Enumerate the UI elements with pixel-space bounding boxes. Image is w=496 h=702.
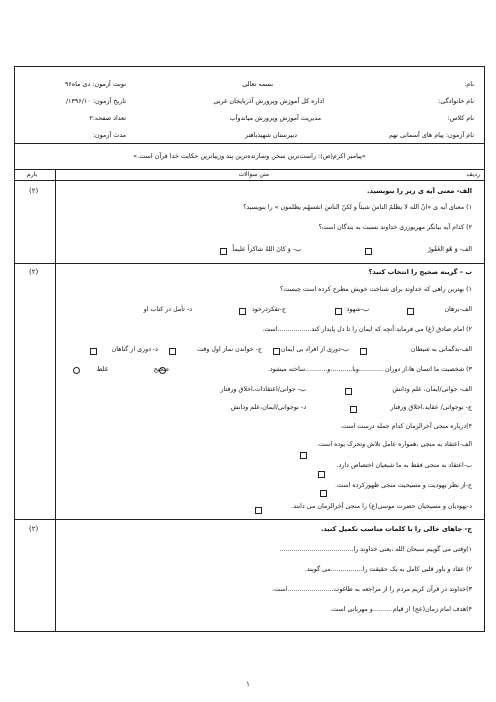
section-a-q2-option-b[interactable]: ب- وَ کانَ اللهُ شاکراً علیماً <box>232 246 301 253</box>
section-b-q2-option-c[interactable]: ج- خواندن نماز اول وقت <box>197 346 262 353</box>
section-c-q2: ۲) عقاد و باور قلبی کامل به یک حقیقت را................می گویند. <box>304 566 472 573</box>
checkbox[interactable] <box>90 348 97 355</box>
section-b-q1-option-c[interactable]: ج-تفکردرخود <box>251 306 286 313</box>
checkbox[interactable] <box>318 471 325 478</box>
checkbox[interactable] <box>335 308 342 315</box>
section-a-score: (۲) <box>29 187 39 195</box>
questions-column-label: متن سوالات <box>238 171 269 178</box>
score-column-label: بارم <box>27 171 38 178</box>
checkbox[interactable] <box>407 308 414 315</box>
section-b-q3-option-a[interactable]: الف- جوانی/ایمان، علم ودانش <box>392 386 472 393</box>
section-a-q2: ۲) کدام آیه بیانگر مهربورزی خداوند نسبت به بندگان است؟ <box>318 224 472 231</box>
exam-date: تاریخ آزمون: ۱۳۹۶/۱۰/ <box>65 97 126 105</box>
section-c-q3: ۳)خداوند در قرآن کریم مردم را از مراجعه به طاغوت.......................است. <box>272 586 472 593</box>
section-b-q3-option-d[interactable]: د- نوجوانی/ایمان،علم ودانش <box>230 404 306 411</box>
false-option-label: غلط <box>96 366 108 373</box>
section-b-q3-option-b[interactable]: ب- جوانی/اعتقادات،اخلاق ورفتار <box>220 386 306 393</box>
option-b-checkbox[interactable] <box>220 248 227 255</box>
section-c-title: ج- جاهای خالی را با کلمات مناسب تکمیل کنید. <box>320 525 472 533</box>
section-b-title: ب – گزینه صحیح را انتخاب کنید؟ <box>368 268 472 276</box>
true-option-label: صحیح <box>153 366 169 373</box>
checkbox[interactable] <box>345 388 352 395</box>
section-divider <box>15 263 484 264</box>
section-a-title: الف- معنی آیه ی زیر را بنویسید. <box>367 187 472 195</box>
section-b-q3: ۳) شخصیت ما انسان ها،از دوران ............وبا...........و...........ساخته میشود. <box>267 366 472 373</box>
bismillah: بسمه تعالی <box>242 80 273 88</box>
section-b-q4-option-d[interactable]: د-یهودیان و مسیحیان حضرت موسی(ع) را منجی آخرالزمان می دانند. <box>291 503 472 510</box>
row-column-label: ردیف <box>466 171 480 178</box>
motto-banner: «پیامبر اکرم(ص): راست‌ترین سخن وسازنده‌ترین پند وزیباترین حکایت خدا قرآن است.» <box>15 143 484 170</box>
option-a-checkbox[interactable] <box>365 248 372 255</box>
column-header <box>15 169 484 181</box>
section-a-q1: ۱) معنای آیه ی «انّ الله لا یظلمُ الناسَ شیئاً و لکنّ الناسَ انفسهُم یظلمون » را بنویسید؟ <box>243 204 472 211</box>
section-c-q1: ۱)وقتی می گوییم سبحان الله ،یعنی خداوند را..................................... <box>279 546 472 553</box>
section-b-q1-option-d[interactable]: د- تأمل در کتاب او <box>143 306 192 313</box>
school-name: دبیرستان شهیدباهنر <box>244 131 297 139</box>
section-b-score: (۲) <box>29 268 39 276</box>
section-b-q4: ۴)درباره منجی آخرالزمان کدام جمله درست است. <box>340 423 472 430</box>
exam-duration: مدت آزمون: <box>92 131 126 139</box>
section-b-q4-option-b[interactable]: ب-اعتقاد به منجی فقط به ما شیعیان اختصاص دارد. <box>336 462 472 469</box>
section-b-q1-option-a[interactable]: الف-برهان <box>444 306 472 313</box>
section-c-score: (۲) <box>29 525 39 533</box>
section-b-q4-option-c[interactable]: ج-از نظر یهودیت و مسیحیت منجی ظهورکرده است. <box>335 482 472 489</box>
exam-header <box>15 67 484 144</box>
checkbox[interactable] <box>350 406 357 413</box>
section-a-q2-option-a[interactable]: الف- وَ هُوَ الغَفُورُ <box>427 246 472 253</box>
false-radio[interactable] <box>73 367 80 374</box>
section-b-q4-option-a[interactable]: الف-اعتقاد به منجی ،همواره عامل تلاش وتحرک بوده است. <box>316 441 472 448</box>
true-radio[interactable] <box>159 367 166 374</box>
section-b-q1-option-b[interactable]: ب-شهود <box>346 306 369 313</box>
section-b-q2-option-a[interactable]: الف-بدگمانی به شیطان <box>410 346 472 353</box>
checkbox[interactable] <box>273 348 280 355</box>
section-divider <box>15 519 484 520</box>
exam-sheet <box>14 66 485 632</box>
section-b-q2-option-d[interactable]: د- دوری از گناهان <box>111 346 158 353</box>
checkbox[interactable] <box>320 490 327 497</box>
checkbox[interactable] <box>300 452 307 459</box>
checkbox[interactable] <box>239 308 246 315</box>
section-b-q2-option-b[interactable]: ب-دوری از افراد بی ایمان <box>280 346 349 353</box>
section-b-q2: ۲) امام صادق (ع) می فرماید:آنچه که ایمان را تا دل پایدار کند.................است. <box>262 326 472 333</box>
checkbox[interactable] <box>255 507 262 514</box>
section-b-q3-option-c[interactable]: ج- نوجوانی/ عقاید،اخلاق ورفتار <box>390 404 472 411</box>
section-c-q4: ۴)هدف امام زمان(عج) از قیام..........و مهربانی است. <box>330 606 472 613</box>
student-name-label: نام: <box>464 80 474 88</box>
checkbox[interactable] <box>360 348 367 355</box>
page-count: تعداد صفحه:۲ <box>89 114 126 122</box>
org-line-2: مدیریت آموزش وپرورش میاندوآب <box>229 114 321 122</box>
checkbox[interactable] <box>169 348 176 355</box>
score-column-divider <box>55 169 56 631</box>
student-family-label: نام خانوادگی: <box>438 97 474 105</box>
exam-session: نوبت آزمون: دی ماه۹۶ <box>64 80 126 88</box>
page-number: ۱ <box>246 680 250 688</box>
org-line-1: اداره کل آموزش وپرورش آذربایجان غربی <box>213 97 324 105</box>
exam-name-label: نام آزمون: پیام های آسمانی نهم <box>388 131 474 139</box>
class-label: نام کلاس: <box>447 114 474 122</box>
section-b-q1: ۱) بهترین راهی که خداوند برای شناخت خویش مطرح کرده است چیست؟ <box>279 286 472 293</box>
